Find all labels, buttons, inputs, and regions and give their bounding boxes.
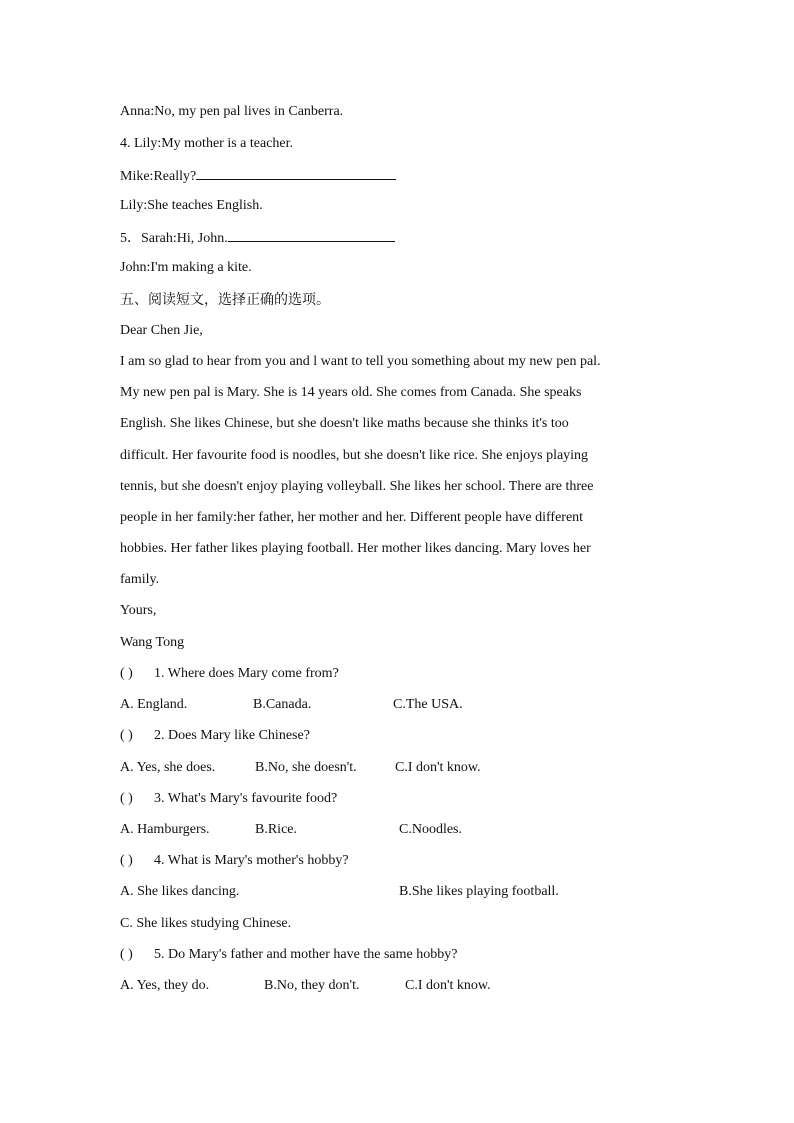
question-text: 4. What is Mary's mother's hobby? (154, 853, 349, 868)
question-5 (120, 945, 457, 965)
question-text: 1. Where does Mary come from? (154, 666, 339, 681)
dialogue-line: John:I'm making a kite. (120, 260, 252, 275)
letter-closing: Yours, (120, 603, 157, 618)
letter-line: difficult. Her favourite food is noodles, but she doesn't like rice. She enjoys playing (120, 448, 589, 463)
option-a[interactable]: A. Yes, she does. (120, 760, 216, 775)
question-text: 5. Do Mary's father and mother have the same hobby? (154, 947, 458, 962)
option-b[interactable]: B.She likes playing football. (399, 884, 559, 899)
letter-greeting: Dear Chen Jie, (120, 323, 203, 338)
letter-line: people in her family:her father, her mother and her. Different people have different (120, 510, 584, 525)
option-c[interactable]: C.I don't know. (395, 760, 481, 775)
answer-blank[interactable] (228, 227, 395, 242)
section-heading: 五、阅读短文，选择正确的选项。 (120, 292, 330, 308)
option-a[interactable]: A. Yes, they do. (120, 978, 210, 993)
question-2 (120, 726, 310, 746)
dialogue-prefix: Mike:Really? (120, 169, 197, 184)
answer-paren[interactable]: ( ) (120, 728, 133, 743)
option-b[interactable]: B.No, they don't. (264, 978, 360, 993)
option-c[interactable]: C. She likes studying Chinese. (120, 916, 292, 931)
letter-line: English. She likes Chinese, but she doesn't like maths because she thinks it's too (120, 416, 569, 431)
option-b[interactable]: B.Canada. (253, 697, 312, 712)
option-a[interactable]: A. She likes dancing. (120, 884, 240, 899)
answer-paren[interactable]: ( ) (120, 666, 133, 681)
dialogue-line: Lily:She teaches English. (120, 198, 263, 213)
answer-blank[interactable] (196, 165, 396, 180)
answer-paren[interactable]: ( ) (120, 947, 133, 962)
option-c[interactable]: C.I don't know. (405, 978, 491, 993)
option-a[interactable]: A. England. (120, 697, 188, 712)
dialogue-line-with-blank (120, 165, 396, 187)
question-1 (120, 664, 339, 684)
question-3 (120, 789, 337, 809)
option-b[interactable]: B.Rice. (255, 822, 297, 837)
option-b[interactable]: B.No, she doesn't. (255, 760, 357, 775)
letter-line: tennis, but she doesn't enjoy playing volleyball. She likes her school. There are three (120, 479, 594, 494)
question-text: 3. What's Mary's favourite food? (154, 791, 338, 806)
dialogue-prefix: 5．Sarah:Hi, John. (120, 231, 228, 246)
dialogue-line: 4. Lily:My mother is a teacher. (120, 136, 294, 151)
letter-line: I am so glad to hear from you and l want to tell you something about my new pen pal. (120, 354, 601, 369)
letter-line: hobbies. Her father likes playing football. Her mother likes dancing. Mary loves her (120, 541, 591, 556)
letter-signature: Wang Tong (120, 635, 185, 650)
dialogue-line: Anna:No, my pen pal lives in Canberra. (120, 104, 344, 119)
letter-line: family. (120, 572, 160, 587)
option-c[interactable]: C.The USA. (393, 697, 463, 712)
letter-line: My new pen pal is Mary. She is 14 years old. She comes from Canada. She speaks (120, 385, 582, 400)
question-4 (120, 851, 349, 871)
question-text: 2. Does Mary like Chinese? (154, 728, 310, 743)
option-a[interactable]: A. Hamburgers. (120, 822, 210, 837)
dialogue-line-with-blank (120, 227, 395, 249)
answer-paren[interactable]: ( ) (120, 791, 133, 806)
option-c[interactable]: C.Noodles. (399, 822, 462, 837)
answer-paren[interactable]: ( ) (120, 853, 133, 868)
